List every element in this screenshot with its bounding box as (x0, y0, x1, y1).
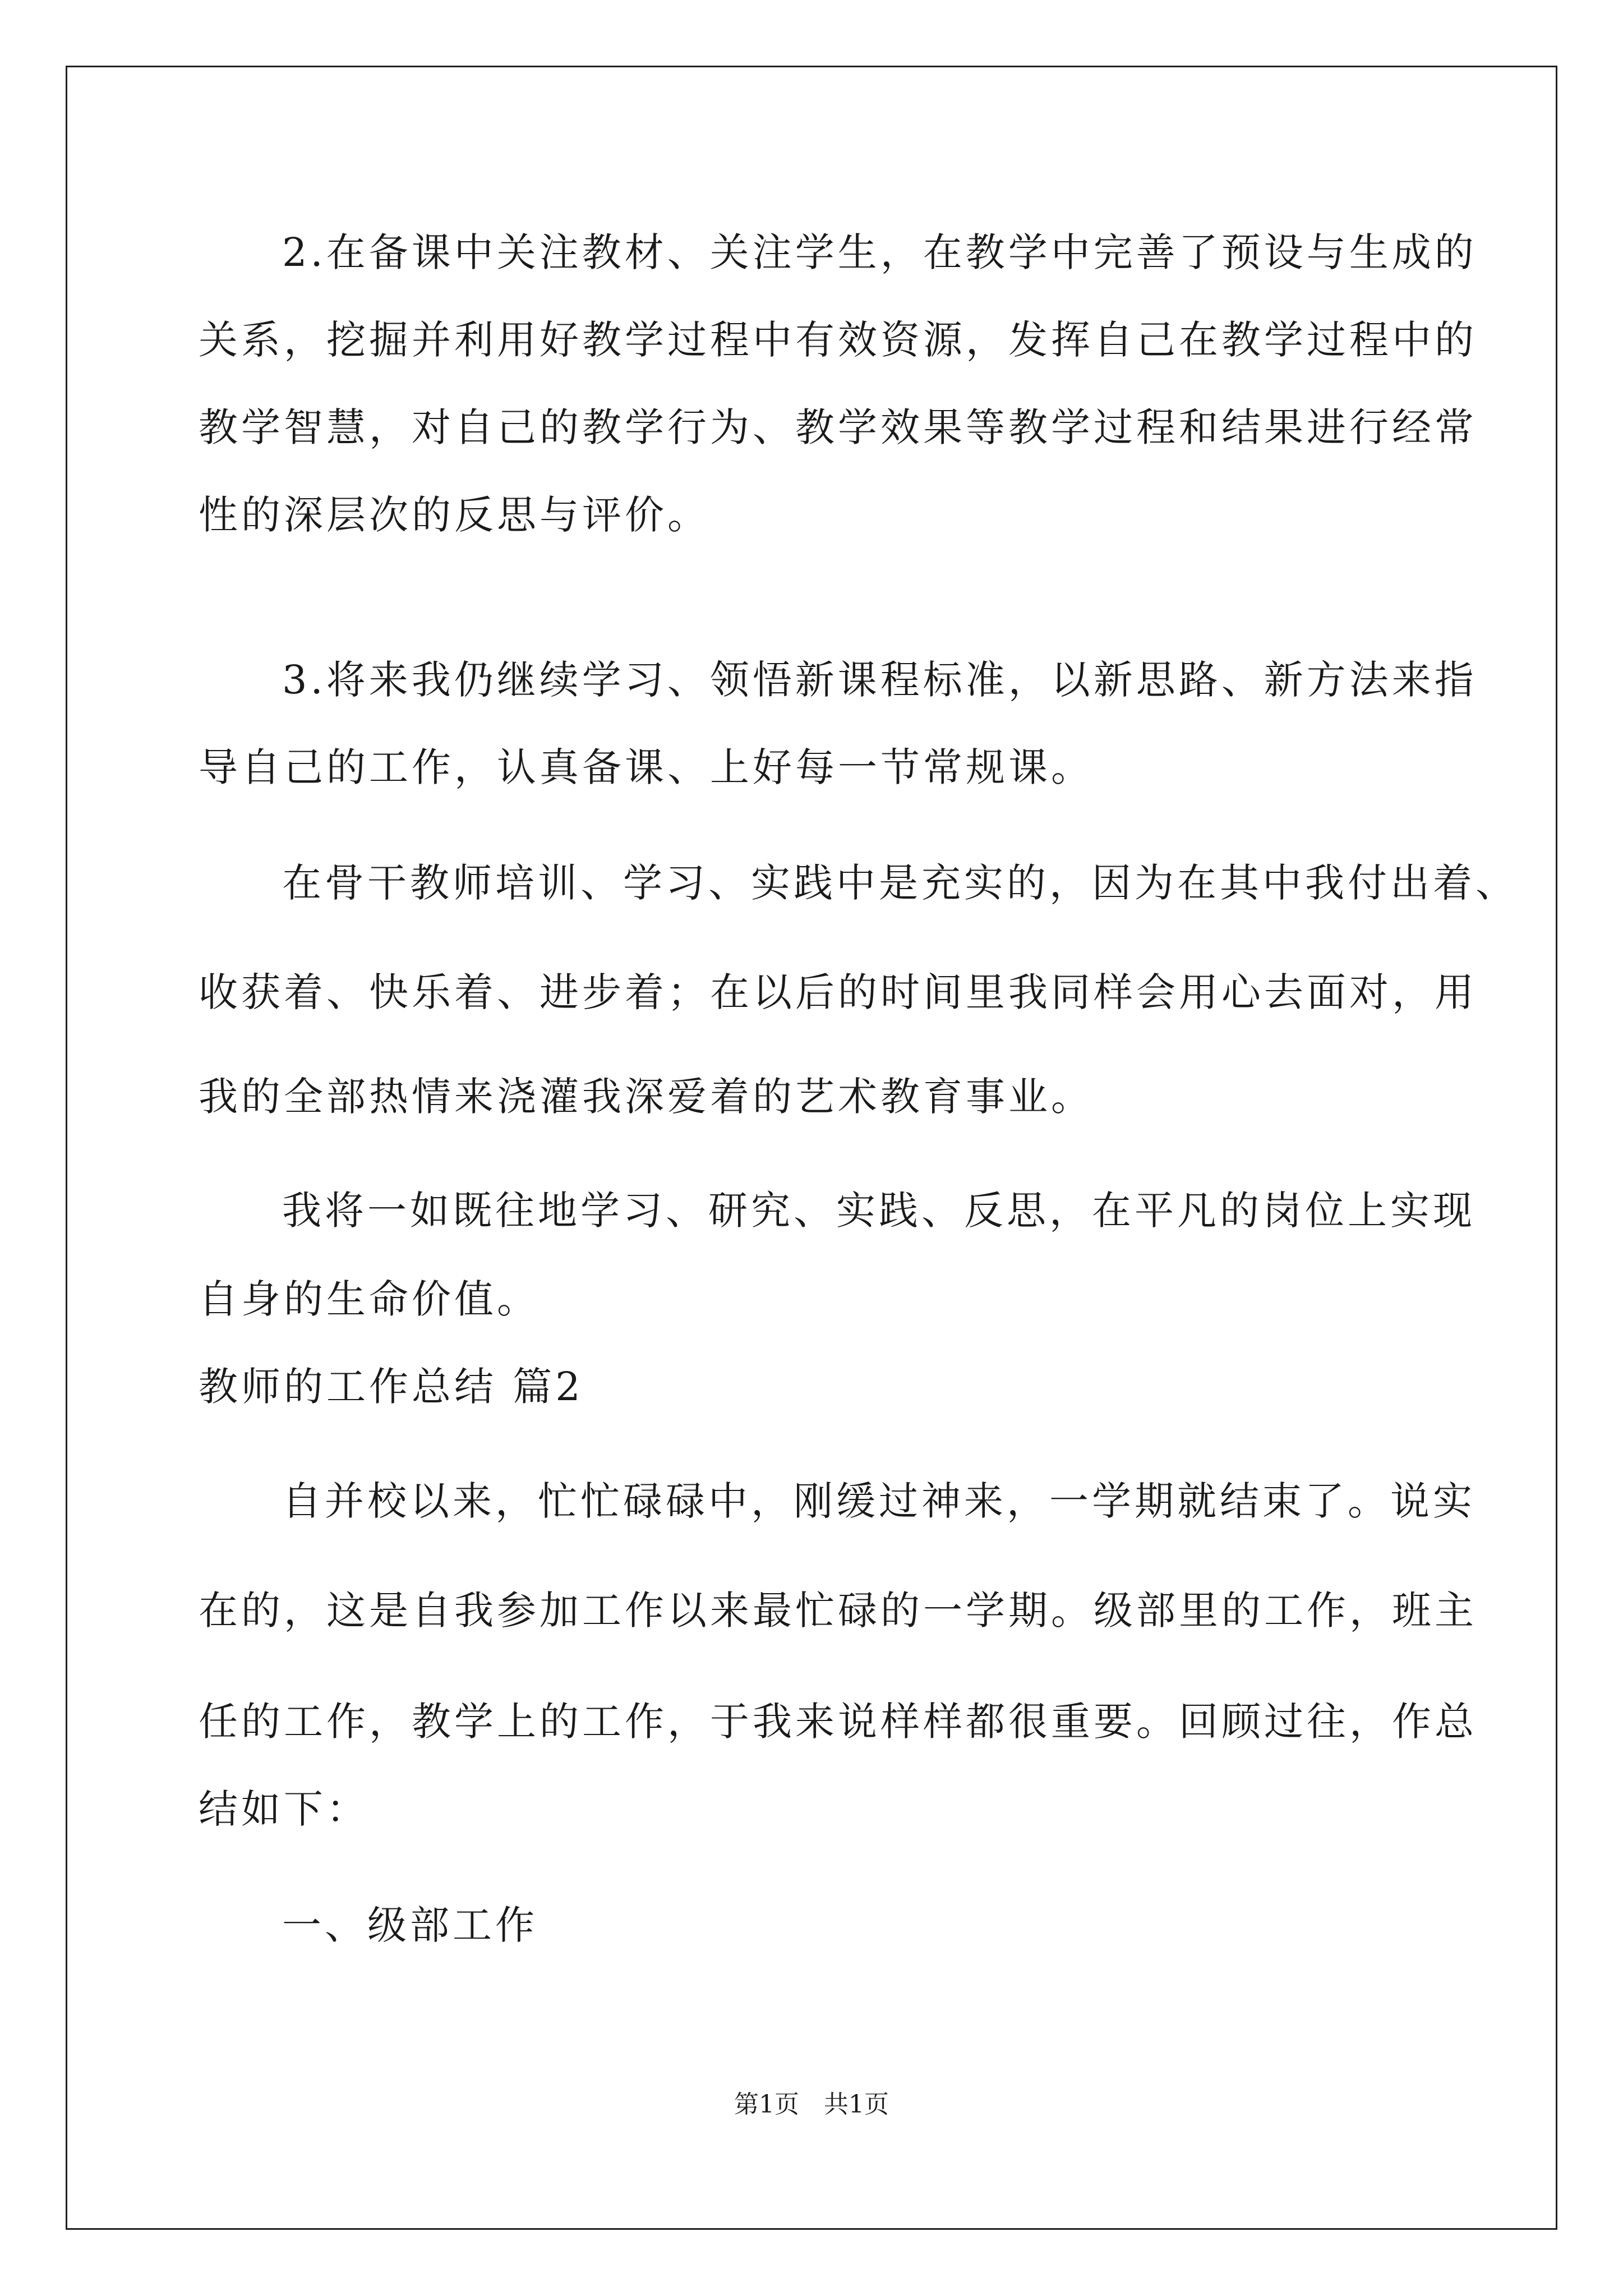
paragraph-line: 自身的生命价值。 (199, 1276, 540, 1322)
paragraph-line: 性的深层次的反思与评价。 (199, 492, 710, 538)
paragraph-line: 教学智慧，对自己的教学行为、教学效果等教学过程和结果进行经常 (199, 404, 1477, 450)
paragraph-line: 3.将来我仍继续学习、领悟新课程标准，以新思路、新方法来指 (282, 657, 1477, 703)
paragraph-line: 任的工作，教学上的工作，于我来说样样都很重要。回顾过往，作总 (199, 1699, 1477, 1745)
paragraph-line: 导自己的工作，认真备课、上好每一节常规课。 (199, 744, 1094, 790)
section-heading: 教师的工作总结 篇2 (199, 1364, 584, 1410)
paragraph-line: 结如下： (199, 1786, 369, 1832)
paragraph-line: 关系，挖掘并利用好教学过程中有效资源，发挥自己在教学过程中的 (199, 317, 1477, 363)
paragraph-line: 在的，这是自我参加工作以来最忙碌的一学期。级部里的工作，班主 (199, 1588, 1477, 1634)
paragraph-line: 我将一如既往地学习、研究、实践、反思，在平凡的岗位上实现 (282, 1188, 1476, 1234)
page-footer: 第1页 共1页 (734, 2090, 889, 2119)
subsection-heading: 一、级部工作 (282, 1902, 538, 1948)
paragraph-line: 我的全部热情来浇灌我深爱着的艺术教育事业。 (199, 1074, 1094, 1120)
paragraph-line: 在骨干教师培训、学习、实践中是充实的，因为在其中我付出着、 (282, 860, 1518, 906)
paragraph-line: 2.在备课中关注教材、关注学生，在教学中完善了预设与生成的 (282, 229, 1477, 275)
paragraph-line: 自并校以来，忙忙碌碌中，刚缓过神来，一学期就结束了。说实 (282, 1478, 1476, 1524)
paragraph-line: 收获着、快乐着、进步着；在以后的时间里我同样会用心去面对，用 (199, 969, 1477, 1015)
